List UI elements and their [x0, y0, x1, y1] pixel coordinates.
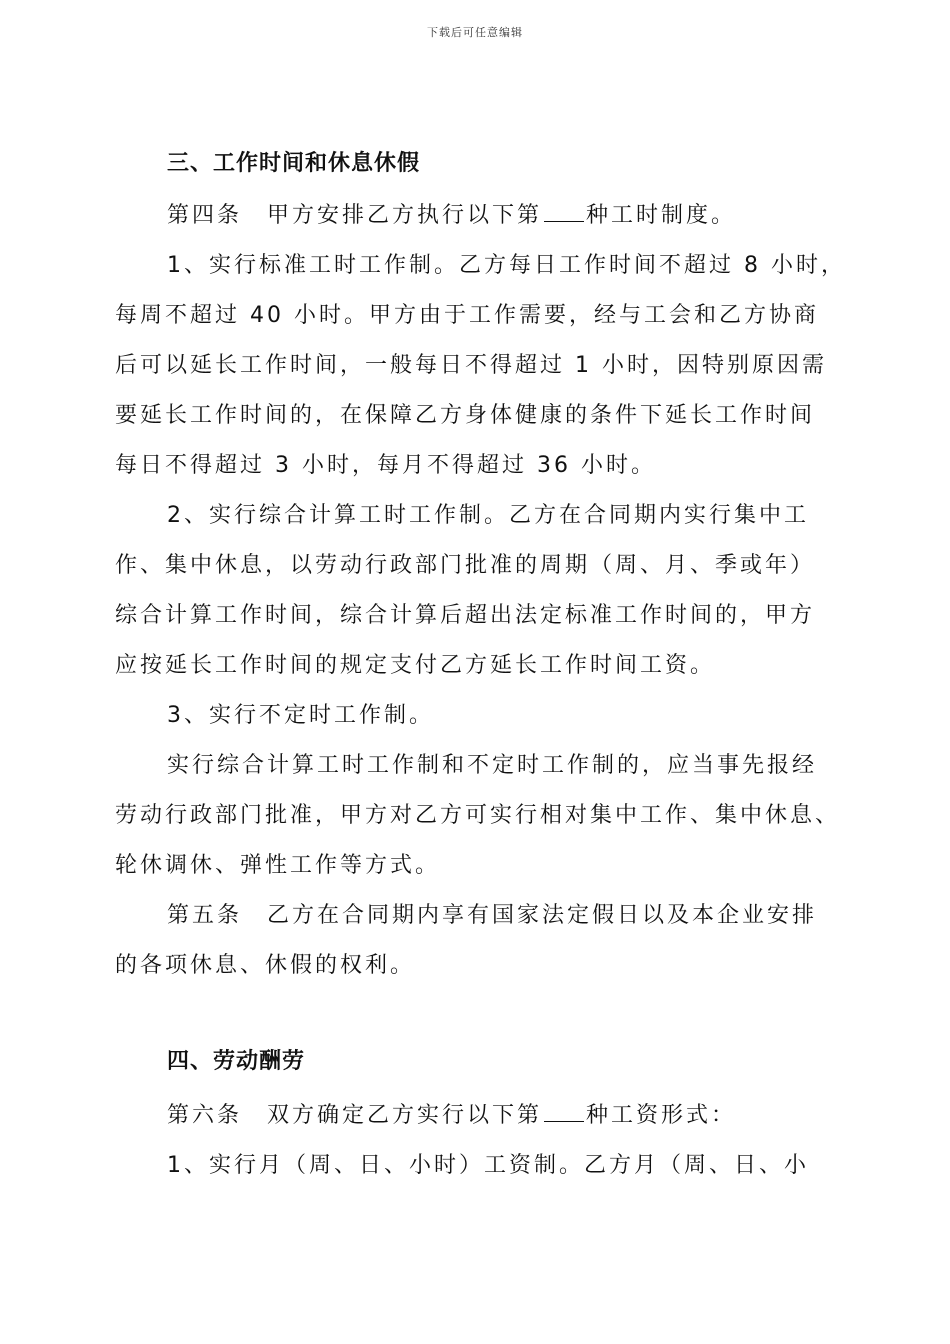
item2-line-1: 2、实行综合计算工时工作制。乙方在合同期内实行集中工: [167, 503, 809, 528]
note-line-3: 轮休调休、弹性工作等方式。: [115, 853, 441, 878]
article4-blank[interactable]: [544, 203, 584, 222]
item1-line-5: 每日不得超过 3 小时，每月不得超过 36 小时。: [115, 453, 656, 478]
section4-item1-line: 1、实行月（周、日、小时）工资制。乙方月（周、日、小: [167, 1153, 809, 1178]
item3-line: 3、实行不定时工作制。: [167, 703, 434, 728]
section3-title: 三、工作时间和休息休假: [167, 151, 421, 176]
article4-text-before: 第四条 甲方安排乙方执行以下第: [167, 203, 543, 228]
item1-line-1: 1、实行标准工时工作制。乙方每日工作时间不超过 8 小时，: [167, 253, 846, 278]
item1-line-3: 后可以延长工作时间，一般每日不得超过 1 小时，因特别原因需: [115, 353, 827, 378]
section4-title: 四、劳动酬劳: [167, 1049, 306, 1074]
item2-line-3: 综合计算工作时间，综合计算后超出法定标准工作时间的，甲方: [115, 603, 816, 628]
page-header-note: 下载后可任意编辑: [427, 26, 523, 39]
article6-text-after: 种工资形式：: [586, 1103, 737, 1128]
item2-line-4: 应按延长工作时间的规定支付乙方延长工作时间工资。: [115, 653, 716, 678]
item2-line-2: 作、集中休息，以劳动行政部门批准的周期（周、月、季或年）: [115, 553, 816, 578]
article6: [167, 1098, 736, 1129]
article6-text-before: 第六条 双方确定乙方实行以下第: [167, 1103, 543, 1128]
article4: [167, 198, 736, 229]
item1-line-4: 要延长工作时间的，在保障乙方身体健康的条件下延长工作时间: [115, 403, 816, 428]
note-line-2: 劳动行政部门批准，甲方对乙方可实行相对集中工作、集中休息、: [115, 803, 841, 828]
article6-blank[interactable]: [544, 1103, 584, 1122]
article4-text-after: 种工时制度。: [586, 203, 737, 228]
article5-line-2: 的各项休息、休假的权利。: [115, 953, 416, 978]
item1-line-2: 每周不超过 40 小时。甲方由于工作需要，经与工会和乙方协商: [115, 303, 819, 328]
note-line-1: 实行综合计算工时工作制和不定时工作制的，应当事先报经: [167, 753, 818, 778]
article5-line-1: 第五条 乙方在合同期内享有国家法定假日以及本企业安排: [167, 903, 818, 928]
